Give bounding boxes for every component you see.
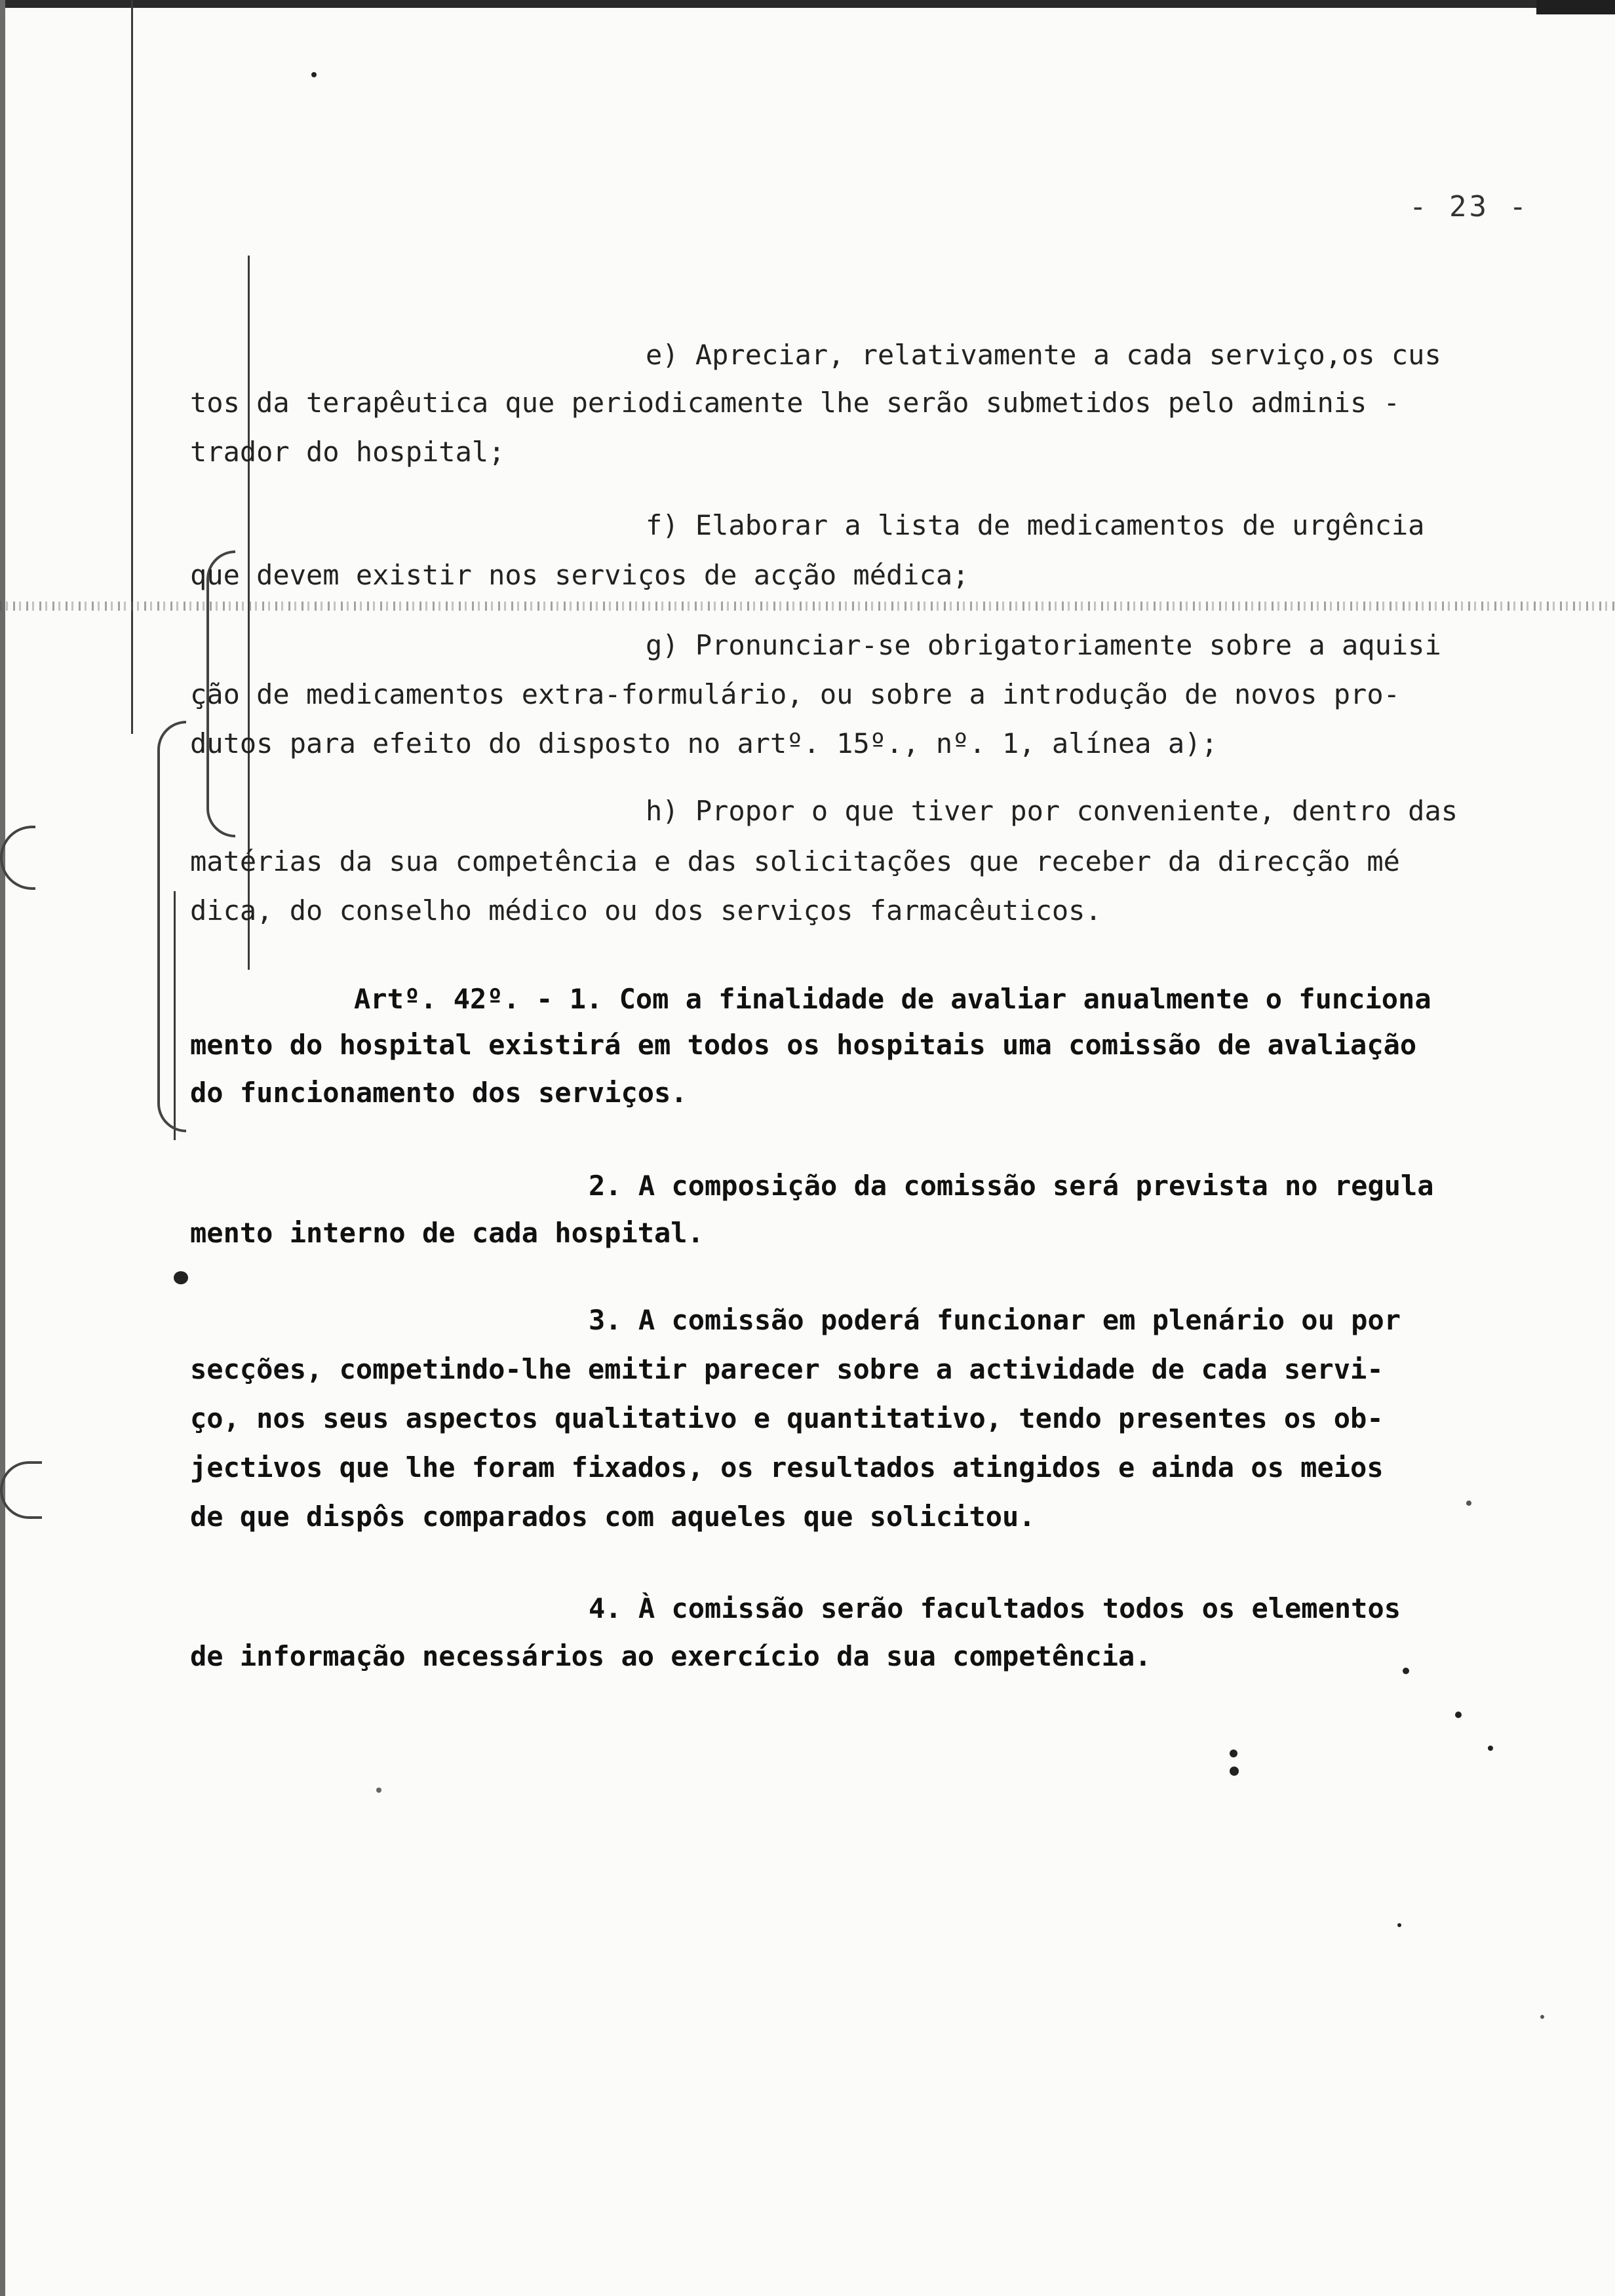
ink-speck [311,72,317,77]
ink-speck [174,1271,188,1284]
ink-speck [1230,1750,1237,1757]
text-line: mento do hospital existirá em todos os hospitais uma comissão de avaliação [190,1029,1417,1061]
ink-speck [376,1788,381,1793]
text-line: trador do hospital; [190,436,505,468]
ink-speck [1230,1767,1239,1776]
ink-speck [1488,1746,1493,1751]
text-line: tos da terapêutica que periodicamente lhe serão submetidos pelo adminis - [190,387,1400,419]
ink-speck [1397,1923,1401,1927]
text-line: dica, do conselho médico ou dos serviços farmacêuticos. [190,894,1102,927]
ink-speck [1466,1501,1471,1506]
text-line: de que dispôs comparados com aqueles que solicitou. [190,1501,1036,1533]
text-line: g) Pronunciar-se obrigatoriamente sobre a aquisi [646,629,1441,661]
scan-top-edge [0,0,1615,8]
margin-bracket [0,1461,42,1519]
text-line: h) Propor o que tiver por conveniente, dentro das [646,795,1458,827]
text-line: 4. À comissão serão facultados todos os elementos [589,1592,1401,1624]
text-line: 2. A composição da comissão será prevista no regula [589,1170,1434,1202]
text-line: e) Apreciar, relativamente a cada serviço,os cus [646,339,1441,371]
text-line: jectivos que lhe foram fixados, os resultados atingidos e ainda os meios [190,1451,1384,1483]
ink-speck [1403,1668,1409,1674]
text-line: Artº. 42º. - 1. Com a finalidade de avaliar anualmente o funciona [354,983,1431,1015]
text-line: de informação necessários ao exercício da sua competência. [190,1640,1152,1672]
text-line: dutos para efeito do disposto no artº. 15º., nº. 1, alínea a); [190,727,1218,759]
scan-streak [0,602,1615,611]
text-line: ço, nos seus aspectos qualitativo e quantitativo, tendo presentes os ob- [190,1402,1384,1434]
text-line: secções, competindo-lhe emitir parecer sobre a actividade de cada servi- [190,1353,1384,1385]
text-line: que devem existir nos serviços de acção médica; [190,559,969,591]
scan-corner [1536,0,1615,14]
page-number: - 23 - [1409,190,1529,223]
margin-bracket [0,826,35,890]
scan-left-edge [0,0,5,2296]
text-line: mento interno de cada hospital. [190,1217,704,1249]
ink-speck [1455,1712,1462,1718]
text-line: do funcionamento dos serviços. [190,1077,688,1109]
text-line: matérias da sua competência e das solicitações que receber da direcção mé [190,845,1400,877]
margin-line [131,0,133,734]
ink-speck [1540,2015,1544,2019]
text-line: 3. A comissão poderá funcionar em plenário ou por [589,1304,1401,1336]
text-line: ção de medicamentos extra-formulário, ou sobre a introdução de novos pro- [190,678,1400,710]
text-line: f) Elaborar a lista de medicamentos de urgência [646,509,1425,541]
margin-bracket [157,721,186,1132]
